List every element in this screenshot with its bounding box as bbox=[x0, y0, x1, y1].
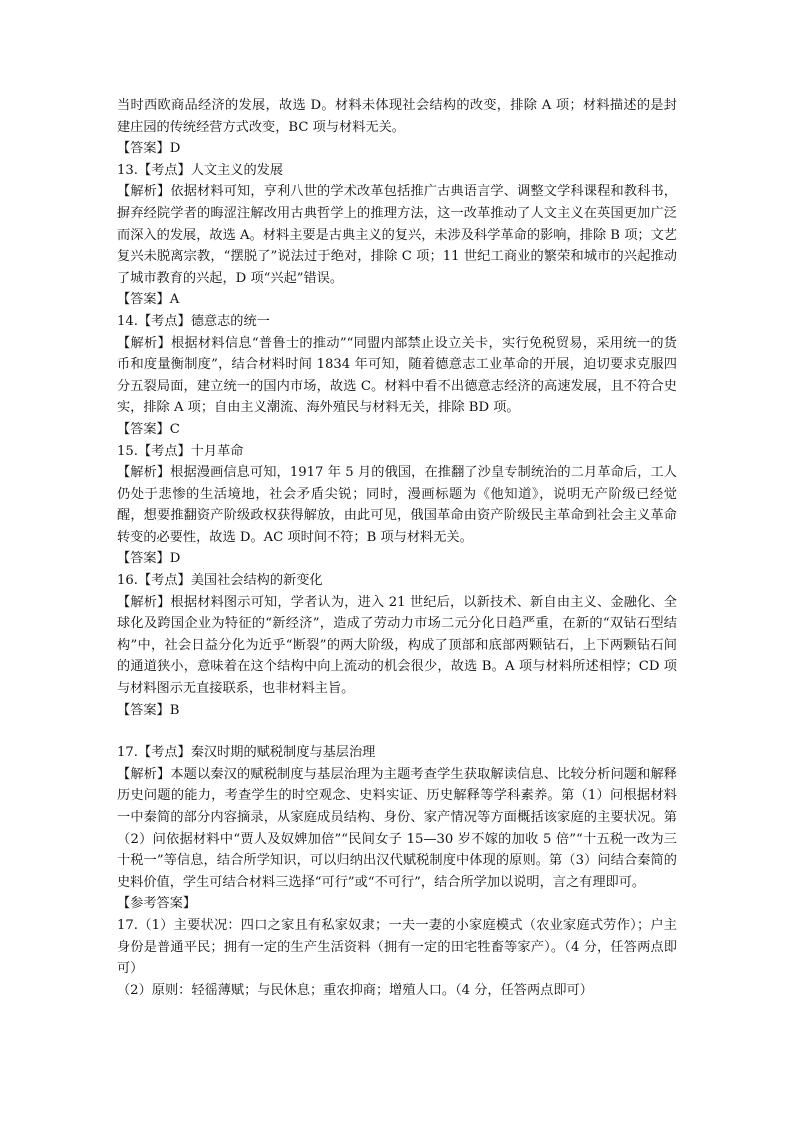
answer-14: 【答案】C bbox=[117, 421, 180, 437]
question-17-heading: 17.【考点】秦汉时期的赋税制度与基层治理 bbox=[117, 745, 376, 761]
question-17-answer-part-1: 17.（1）主要状况：四口之家且有私家奴隶；一夫一妻的小家庭模式（农业家庭式劳作）；户主身份是普通平民；拥有一定的生产生活资料（拥有一定的田宅牲畜等家产）。（4 分，任答两点即可） bbox=[117, 917, 677, 977]
question-15-heading: 15.【考点】十月革命 bbox=[117, 443, 244, 459]
question-13-analysis: 【解析】依据材料可知，亨利八世的学术改革包括推广古典语言学、调整文学科课程和教科书，摒弃经院学者的晦涩注解改用古典哲学上的推理方法，这一改革推动了人文主义在英国更加广泛而深入的发展，故选 A。材料主要是古典主义的复兴，未涉及科学革命的影响，排除 B 项；文艺复兴未脱离宗教，“摆脱了”说法过于绝对，排除 C 项；11 世纪工商业的繁荣和城市的兴起推动了城市教育的兴起，D 项“兴起”错误。 bbox=[117, 184, 677, 286]
document-body bbox=[117, 95, 677, 1001]
paragraph-continuation: 当时西欧商品经济的发展，故选 D。材料未体现社会结构的改变，排除 A 项；材料描述的是封建庄园的传统经营方式改变，BC 项与材料无关。 bbox=[117, 98, 677, 135]
question-14-analysis: 【解析】根据材料信息“普鲁士的推动”“同盟内部禁止设立关卡，实行免税贸易，采用统一的货币和度量衡制度”，结合材料时间 1834 年可知，随着德意志工业革命的开展，迫切要求克服四分五裂局面，建立统一的国内市场，故选 C。材料中看不出德意志经济的高速发展，且不符合史实，排除 A 项；自由主义潮流、海外殖民与材料无关，排除 BD 项。 bbox=[117, 335, 677, 416]
answer-13: 【答案】A bbox=[117, 292, 180, 308]
question-17-answer-part-2: （2）原则：轻徭薄赋；与民休息；重农抑商；增殖人口。（4 分，任答两点即可） bbox=[117, 982, 593, 998]
question-16-analysis: 【解析】根据材料图示可知，学者认为，进入 21 世纪后，以新技术、新自由主义、金融化、全球化及跨国企业为特征的“新经济”，造成了劳动力市场二元分化日趋严重，在新的“双钻石型结构”中，社会日益分化为近乎“断裂”的两大阶级，构成了顶部和底部两颗钻石，上下两颗钻石间的通道狭小，意味着在这个结构中向上流动的机会很少，故选 B。A 项与材料所述相悖；CD 项与材料图示无直接联系，也非材料主旨。 bbox=[117, 594, 677, 697]
answer-15: 【答案】D bbox=[117, 551, 181, 567]
answer-12: 【答案】D bbox=[117, 141, 181, 157]
answer-16: 【答案】B bbox=[117, 702, 180, 718]
question-17-analysis: 【解析】本题以秦汉的赋税制度与基层治理为主题考查学生获取解读信息、比较分析问题和解释历史问题的能力，考查学生的时空观念、史料实证、历史解释等学科素养。第（1）问根据材料一中秦简的部分内容摘录，从家庭成员结构、身份、家产情况等方面概括该家庭的主要状况。第（2）问依据材料中“贾人及奴婢加倍”“民间女子 15—30 岁不嫁的加收 5 倍”“十五税一改为三十税一”等信息，结合所学知识，可以归纳出汉代赋税制度中体现的原则。第（3）问结合秦简的史料价值，学生可结合材料三选择“可行”或“不可行”，结合所学加以说明，言之有理即可。 bbox=[117, 766, 677, 890]
section-gap bbox=[117, 721, 677, 742]
question-15-analysis: 【解析】根据漫画信息可知，1917 年 5 月的俄国，在推翻了沙皇专制统治的二月革命后，工人仍处于悲惨的生活境地，社会矛盾尖锐；同时，漫画标题为《他知道》，说明无产阶级已经觉醒，想要推翻资产阶级政权获得解放，由此可见，俄国革命由资产阶级民主革命到社会主义革命转变的必要性，故选 D。AC 项时间不符；B 项与材料无关。 bbox=[117, 465, 677, 545]
question-13-heading: 13.【考点】人文主义的发展 bbox=[117, 162, 284, 178]
reference-answer-label: 【参考答案】 bbox=[117, 896, 197, 912]
question-16-heading: 16.【考点】美国社会结构的新变化 bbox=[117, 573, 323, 589]
question-14-heading: 14.【考点】德意志的统一 bbox=[117, 313, 270, 329]
